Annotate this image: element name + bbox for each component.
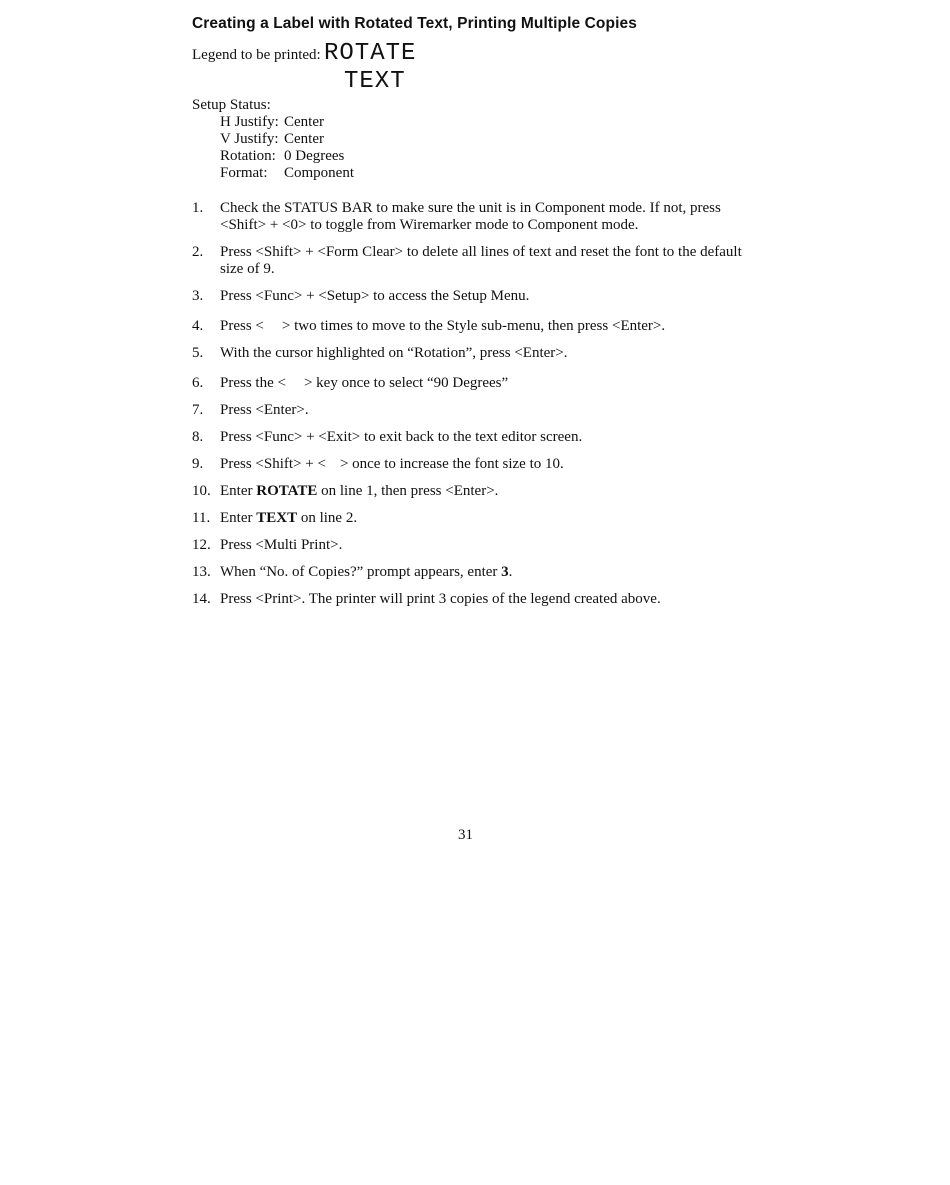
setup-value: Component	[284, 165, 354, 181]
setup-value: Center	[284, 114, 324, 130]
step-number: 10.	[192, 483, 211, 499]
step-text	[220, 510, 750, 527]
step-number: 8.	[192, 429, 204, 445]
step-text: With the cursor highlighted on “Rotation”, press <Enter>.	[220, 345, 568, 361]
step-text-part: Enter	[220, 510, 257, 526]
step-text-line: size of 9.	[220, 261, 275, 277]
step-text-part: Press <Shift> + <	[220, 456, 326, 472]
step-number: 1.	[192, 200, 204, 216]
setup-key: V Justify:	[220, 131, 279, 147]
setup-value: 0 Degrees	[284, 148, 345, 164]
page-number: 31	[458, 827, 473, 843]
step-emphasis: ROTATE	[256, 483, 318, 499]
step-text: Press <Print>. The printer will print 3 copies of the legend created above.	[220, 591, 661, 607]
step-text-part: Press the <	[220, 375, 286, 391]
step-text-line: <Shift> + <0> to toggle from Wiremarker mode to Component mode.	[220, 217, 639, 233]
setup-row-rotation	[220, 148, 420, 166]
step-text: Press <Func> + <Setup> to access the Setup Menu.	[220, 288, 530, 304]
step-text: Press <Multi Print>.	[220, 537, 343, 553]
step-text-line: Check the STATUS BAR to make sure the unit is in Component mode. If not, press	[220, 200, 721, 216]
setup-key: Format:	[220, 165, 268, 181]
step-text-part: .	[508, 564, 513, 580]
step-number: 13.	[192, 564, 211, 580]
step-number: 12.	[192, 537, 211, 553]
setup-value: Center	[284, 131, 324, 147]
setup-key: H Justify:	[220, 114, 279, 130]
step-text	[220, 200, 750, 234]
legend-sample-line-1: ROTATE	[324, 40, 417, 67]
step-number: 3.	[192, 288, 204, 304]
page-title: Creating a Label with Rotated Text, Printing Multiple Copies	[192, 15, 637, 32]
legend-label: Legend to be printed:	[192, 47, 321, 63]
step-emphasis: TEXT	[256, 510, 298, 526]
step-number: 11.	[192, 510, 211, 526]
step-emphasis: 3	[501, 564, 509, 580]
step-text-part: on line 1, then press <Enter>.	[317, 483, 499, 499]
step-text	[220, 483, 750, 500]
step-number: 4.	[192, 318, 204, 334]
step-text	[220, 244, 750, 278]
step-text-part: > key once to select “90 Degrees”	[303, 375, 509, 391]
step-text-part: > two times to move to the Style sub-menu, then press <Enter>.	[281, 318, 666, 334]
setup-row-format	[220, 165, 420, 183]
step-number: 9.	[192, 456, 204, 472]
step-text-line: Press <Shift> + <Form Clear> to delete all lines of text and reset the font to the default	[220, 244, 742, 260]
step-text	[220, 318, 750, 335]
step-text-part: Enter	[220, 483, 257, 499]
step-number: 2.	[192, 244, 204, 260]
step-number: 5.	[192, 345, 204, 361]
step-number: 7.	[192, 402, 204, 418]
setup-key: Rotation:	[220, 148, 276, 164]
step-text-part: on line 2.	[297, 510, 358, 526]
step-text: Press <Func> + <Exit> to exit back to the text editor screen.	[220, 429, 583, 445]
step-text: Press <Enter>.	[220, 402, 309, 418]
step-number: 6.	[192, 375, 204, 391]
step-text-part: > once to increase the font size to 10.	[339, 456, 564, 472]
step-text-part: Press <	[220, 318, 264, 334]
step-text	[220, 564, 750, 581]
legend-sample-line-2: TEXT	[344, 68, 406, 95]
setup-status-heading: Setup Status:	[192, 97, 271, 113]
step-text	[220, 375, 750, 392]
setup-row-h-justify	[220, 114, 420, 132]
step-text-part: When “No. of Copies?” prompt appears, enter	[220, 564, 502, 580]
setup-row-v-justify	[220, 131, 420, 149]
step-number: 14.	[192, 591, 211, 607]
step-text	[220, 456, 750, 473]
